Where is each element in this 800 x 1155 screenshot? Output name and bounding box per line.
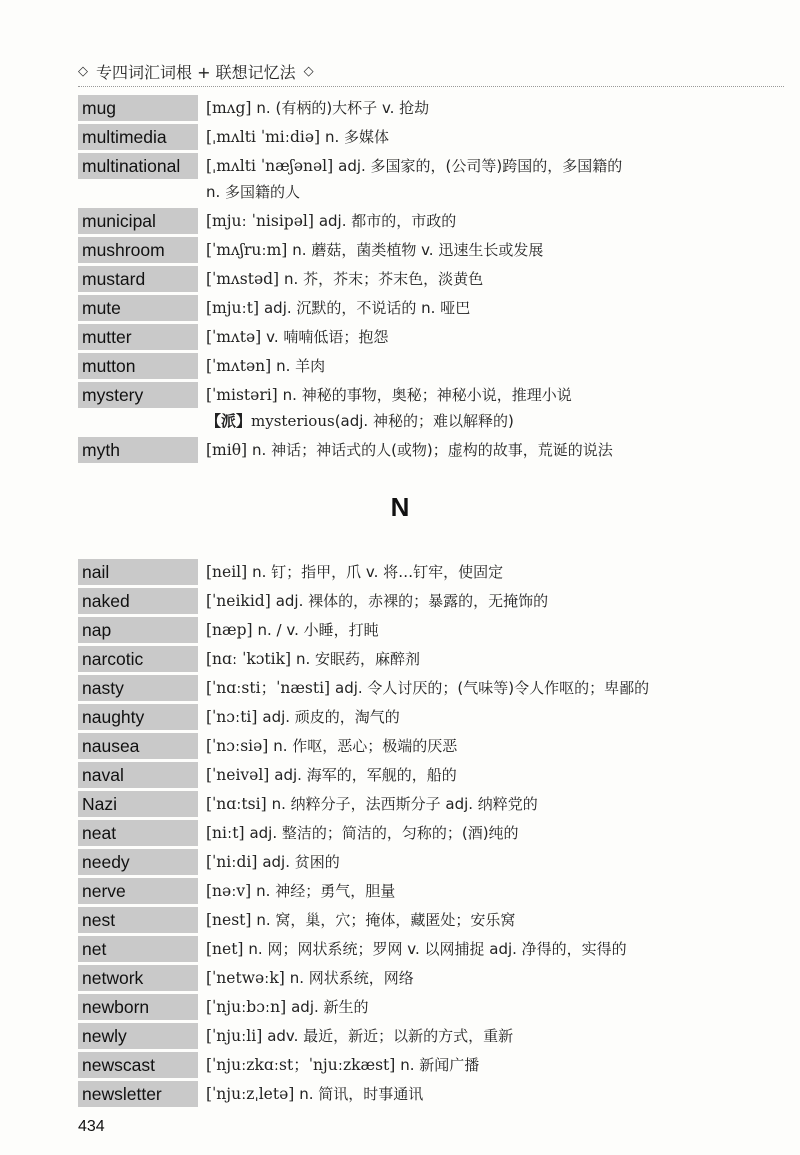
vocab-entry bbox=[78, 382, 790, 408]
pronunciation: [mʌg] bbox=[206, 99, 252, 117]
gloss: v. 喃喃低语；抱怨 bbox=[266, 328, 389, 346]
pronunciation: [nest] bbox=[206, 911, 252, 929]
running-header bbox=[78, 56, 758, 86]
headword: multimedia bbox=[78, 124, 198, 150]
definition-continuation: n. 多国籍的人 bbox=[206, 183, 301, 201]
vocab-entry bbox=[78, 965, 790, 991]
headword: municipal bbox=[78, 208, 198, 234]
diamond-icon: ◇ bbox=[303, 63, 314, 79]
gloss: n. (有柄的)大杯子 v. 抢劫 bbox=[256, 99, 430, 117]
headword: network bbox=[78, 965, 198, 991]
headword: nail bbox=[78, 559, 198, 585]
pronunciation: [ˈneivəl] bbox=[206, 766, 270, 784]
headword: nerve bbox=[78, 878, 198, 904]
definition bbox=[198, 965, 790, 991]
entry-list-m bbox=[78, 95, 790, 466]
headword: naval bbox=[78, 762, 198, 788]
pronunciation: [ˈmʌstəd] bbox=[206, 270, 280, 288]
definition bbox=[198, 820, 790, 846]
vocab-entry bbox=[78, 994, 790, 1020]
pronunciation: [ˈnɑːtsi] bbox=[206, 795, 267, 813]
headword: mutter bbox=[78, 324, 198, 350]
definition bbox=[198, 762, 790, 788]
gloss: n. 网状系统，网络 bbox=[289, 969, 414, 987]
pronunciation: [ˈnetwəːk] bbox=[206, 969, 285, 987]
pronunciation: [ˈnjuːzkɑːst；ˈnjuːzkæst] bbox=[206, 1056, 396, 1074]
pronunciation: [ˈmʌtə] bbox=[206, 328, 262, 346]
definition bbox=[198, 1081, 790, 1107]
definition bbox=[198, 849, 790, 875]
definition bbox=[198, 617, 790, 643]
definition bbox=[198, 153, 790, 179]
vocab-entry bbox=[78, 124, 790, 150]
gloss: adj. 贫困的 bbox=[262, 853, 340, 871]
vocab-entry bbox=[78, 617, 790, 643]
pronunciation: [niːt] bbox=[206, 824, 245, 842]
gloss: n. 蘑菇，菌类植物 v. 迅速生长或发展 bbox=[292, 241, 544, 259]
gloss: adj. 令人讨厌的；(气味等)令人作呕的；卑鄙的 bbox=[335, 679, 650, 697]
headword: mustard bbox=[78, 266, 198, 292]
gloss: n. 纳粹分子，法西斯分子 adj. 纳粹党的 bbox=[271, 795, 538, 813]
gloss: n. 羊肉 bbox=[276, 357, 326, 375]
gloss: adj. 海军的，军舰的，船的 bbox=[274, 766, 457, 784]
vocab-entry bbox=[78, 704, 790, 730]
gloss: n. 窝，巢，穴；掩体，藏匿处；安乐窝 bbox=[256, 911, 516, 929]
definition bbox=[198, 295, 790, 321]
pronunciation: [nəːv] bbox=[206, 882, 252, 900]
definition bbox=[198, 237, 790, 263]
vocab-entry bbox=[78, 95, 790, 121]
diamond-icon: ◇ bbox=[78, 63, 88, 79]
gloss: n. 芥，芥末；芥末色，淡黄色 bbox=[284, 270, 484, 288]
vocab-entry bbox=[78, 791, 790, 817]
gloss: adj. 新生的 bbox=[291, 998, 369, 1016]
headword: mutton bbox=[78, 353, 198, 379]
pronunciation: [næp] bbox=[206, 621, 253, 639]
pronunciation: [miθ] bbox=[206, 441, 248, 459]
headword: newborn bbox=[78, 994, 198, 1020]
headword: newscast bbox=[78, 1052, 198, 1078]
vocab-entry bbox=[78, 733, 790, 759]
headword: Nazi bbox=[78, 791, 198, 817]
definition bbox=[198, 1023, 790, 1049]
definition bbox=[198, 907, 790, 933]
headword: naked bbox=[78, 588, 198, 614]
vocab-entry bbox=[78, 1052, 790, 1078]
gloss: adj. 裸体的，赤裸的；暴露的，无掩饰的 bbox=[275, 592, 549, 610]
pronunciation: [ˌmʌlti ˈnæʃənəl] bbox=[206, 157, 334, 175]
headword: nausea bbox=[78, 733, 198, 759]
definition bbox=[198, 704, 790, 730]
gloss: adj. 多国家的，(公司等)跨国的，多国籍的 bbox=[338, 157, 623, 175]
vocab-entry bbox=[78, 1023, 790, 1049]
pronunciation: [ˈmʌʃruːm] bbox=[206, 241, 288, 259]
definition bbox=[198, 791, 790, 817]
pronunciation: [nɑː ˈkɔtik] bbox=[206, 650, 292, 668]
definition bbox=[198, 95, 790, 121]
definition bbox=[198, 208, 790, 234]
gloss: n. 作呕，恶心；极端的厌恶 bbox=[273, 737, 458, 755]
headword: narcotic bbox=[78, 646, 198, 672]
vocab-entry bbox=[78, 762, 790, 788]
definition bbox=[198, 353, 790, 379]
header-title: 专四词汇词根 + 联想记忆法 bbox=[96, 62, 296, 82]
pronunciation: [ˈnjuːzˌletə] bbox=[206, 1085, 295, 1103]
headword: neat bbox=[78, 820, 198, 846]
definition bbox=[198, 559, 790, 585]
vocab-entry bbox=[78, 324, 790, 350]
definition bbox=[198, 382, 790, 408]
pronunciation: [neil] bbox=[206, 563, 248, 581]
page-number: 434 bbox=[78, 1118, 105, 1135]
pronunciation: [ˈnɔːti] bbox=[206, 708, 258, 726]
vocab-entry bbox=[78, 849, 790, 875]
headword: newsletter bbox=[78, 1081, 198, 1107]
derived-definition: (adj. 神秘的；难以解释的) bbox=[334, 412, 514, 430]
vocab-entry bbox=[78, 588, 790, 614]
header-divider bbox=[78, 86, 784, 87]
vocab-entry bbox=[78, 878, 790, 904]
section-heading: N bbox=[390, 492, 410, 522]
gloss: n. 简讯，时事通讯 bbox=[299, 1085, 424, 1103]
vocab-entry bbox=[78, 153, 790, 179]
derived-word: mysterious bbox=[251, 412, 335, 430]
derived-tag: 【派】 bbox=[206, 412, 252, 430]
pronunciation: [ˈniːdi] bbox=[206, 853, 258, 871]
vocab-entry bbox=[78, 820, 790, 846]
vocab-entry bbox=[78, 237, 790, 263]
gloss: n. 安眠药，麻醉剂 bbox=[296, 650, 421, 668]
gloss: n. 神话；神话式的人(或物)；虚构的故事，荒诞的说法 bbox=[252, 441, 613, 459]
derived-form bbox=[206, 408, 790, 434]
gloss: n. 神秘的事物，奥秘；神秘小说，推理小说 bbox=[282, 386, 572, 404]
definition bbox=[198, 646, 790, 672]
definition bbox=[198, 675, 790, 701]
definition bbox=[198, 266, 790, 292]
pronunciation: [net] bbox=[206, 940, 244, 958]
headword: naughty bbox=[78, 704, 198, 730]
vocab-entry bbox=[78, 437, 790, 463]
pronunciation: [mjuː ˈnisipəl] bbox=[206, 212, 314, 230]
pronunciation: [mjuːt] bbox=[206, 299, 260, 317]
headword: nap bbox=[78, 617, 198, 643]
pronunciation: [ˌmʌlti ˈmiːdiə] bbox=[206, 128, 321, 146]
gloss: adj. 顽皮的，淘气的 bbox=[262, 708, 400, 726]
headword: mug bbox=[78, 95, 198, 121]
headword: multinational bbox=[78, 153, 198, 179]
pronunciation: [ˈnjuːli] bbox=[206, 1027, 263, 1045]
headword: nest bbox=[78, 907, 198, 933]
headword: mystery bbox=[78, 382, 198, 408]
pronunciation: [ˈnjuːbɔːn] bbox=[206, 998, 287, 1016]
pronunciation: [ˈmistəri] bbox=[206, 386, 278, 404]
headword: newly bbox=[78, 1023, 198, 1049]
vocab-entry bbox=[78, 1081, 790, 1107]
gloss: n. 多媒体 bbox=[325, 128, 390, 146]
vocab-entry bbox=[78, 936, 790, 962]
definition bbox=[198, 588, 790, 614]
vocab-entry bbox=[78, 295, 790, 321]
headword: needy bbox=[78, 849, 198, 875]
vocab-entry bbox=[78, 266, 790, 292]
definition bbox=[198, 936, 790, 962]
pronunciation: [ˈnɔːsiə] bbox=[206, 737, 269, 755]
entry-list-n bbox=[78, 559, 790, 1110]
vocab-entry bbox=[78, 907, 790, 933]
gloss: adj. 都市的，市政的 bbox=[318, 212, 457, 230]
definition bbox=[198, 437, 790, 463]
vocab-entry bbox=[78, 675, 790, 701]
gloss: adj. 整洁的；简洁的，匀称的；(酒)纯的 bbox=[249, 824, 519, 842]
vocab-entry bbox=[78, 208, 790, 234]
headword: mushroom bbox=[78, 237, 198, 263]
vocab-entry bbox=[78, 559, 790, 585]
gloss: adv. 最近，新近；以新的方式，重新 bbox=[267, 1027, 514, 1045]
definition bbox=[198, 124, 790, 150]
definition bbox=[198, 1052, 790, 1078]
pronunciation: [ˈnɑːsti；ˈnæsti] bbox=[206, 679, 331, 697]
gloss: n. 钉；指甲，爪 v. 将…钉牢，使固定 bbox=[252, 563, 504, 581]
definition bbox=[198, 878, 790, 904]
pronunciation: [ˈneikid] bbox=[206, 592, 271, 610]
headword: mute bbox=[78, 295, 198, 321]
definition bbox=[198, 733, 790, 759]
headword: net bbox=[78, 936, 198, 962]
pronunciation: [ˈmʌtən] bbox=[206, 357, 272, 375]
gloss: adj. 沉默的，不说话的 n. 哑巴 bbox=[263, 299, 471, 317]
gloss: n. 神经；勇气，胆量 bbox=[256, 882, 396, 900]
definition bbox=[198, 324, 790, 350]
gloss: n. 网；网状系统；罗网 v. 以网捕捉 adj. 净得的，实得的 bbox=[248, 940, 627, 958]
vocab-entry bbox=[78, 646, 790, 672]
gloss: n. / v. 小睡，打盹 bbox=[257, 621, 379, 639]
gloss: n. 新闻广播 bbox=[400, 1056, 480, 1074]
headword: myth bbox=[78, 437, 198, 463]
vocab-entry bbox=[78, 353, 790, 379]
headword: nasty bbox=[78, 675, 198, 701]
definition bbox=[198, 994, 790, 1020]
